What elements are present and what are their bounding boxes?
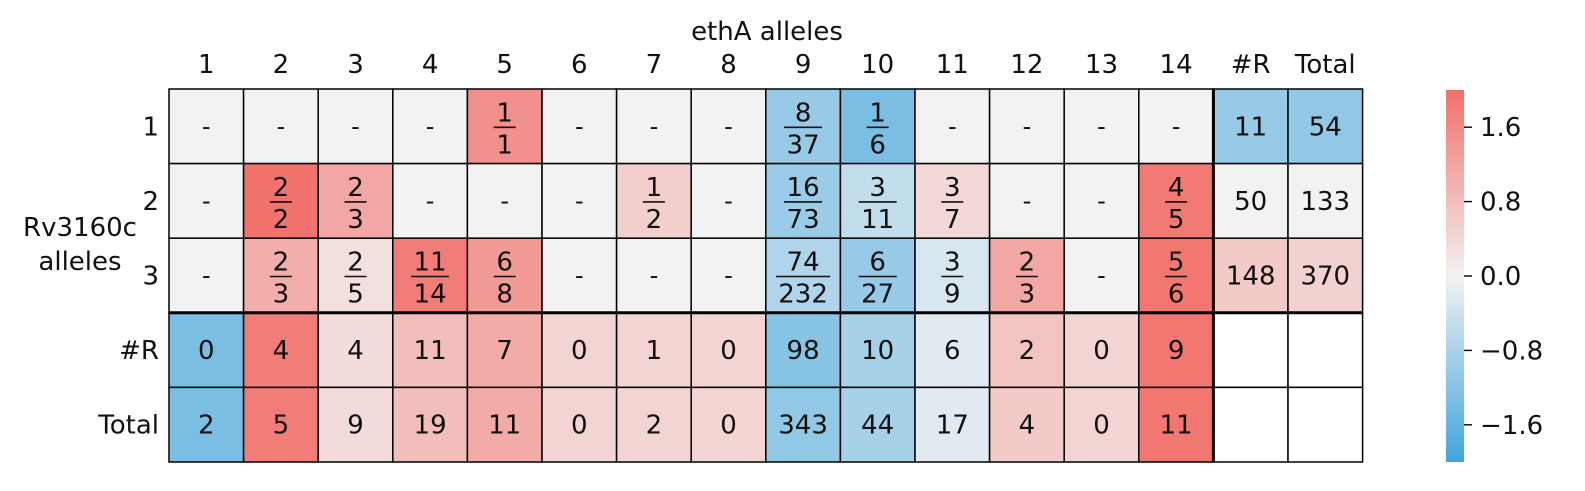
cell-value: 0 xyxy=(1093,336,1110,367)
heatmap-cells xyxy=(169,89,1363,462)
heatmap-cell xyxy=(691,313,766,388)
cell-value: 0 xyxy=(720,410,737,441)
heatmap-cell xyxy=(990,313,1065,388)
heatmap-cell xyxy=(840,387,915,462)
cell-value: 10 xyxy=(861,336,895,367)
heatmap-cell xyxy=(915,313,990,388)
heatmap-cell xyxy=(617,164,692,239)
fraction-denominator: 6 xyxy=(869,130,886,161)
cell-value: 0 xyxy=(571,336,588,367)
heatmap-cell xyxy=(990,387,1065,462)
colorbar-tick-label: 0.8 xyxy=(1480,187,1522,218)
fraction-numerator: 74 xyxy=(786,247,820,278)
fraction-denominator: 3 xyxy=(272,279,290,310)
fraction-denominator: 27 xyxy=(861,279,895,310)
fraction-numerator: 2 xyxy=(347,172,364,203)
cell-value: 2 xyxy=(1018,336,1036,367)
heatmap-cell xyxy=(840,313,915,388)
heatmap-cell xyxy=(990,238,1065,313)
heatmap-cell xyxy=(542,238,617,313)
empty-cell-dash: - xyxy=(724,186,733,215)
column-label: Total xyxy=(1294,50,1356,80)
cell-value: 9 xyxy=(347,410,364,441)
cell-value: 11 xyxy=(413,336,447,367)
fraction-numerator: 4 xyxy=(1167,172,1185,203)
cell-value: 7 xyxy=(496,336,513,367)
cell-value: 11 xyxy=(1234,112,1268,143)
column-label: 8 xyxy=(720,50,737,80)
fraction-numerator: 2 xyxy=(272,247,290,278)
empty-cell-dash: - xyxy=(1097,186,1106,215)
fraction-denominator: 2 xyxy=(272,204,290,235)
cell-value: 0 xyxy=(198,336,215,367)
fraction-denominator: 2 xyxy=(645,204,663,235)
heatmap-cell xyxy=(915,89,990,164)
empty-cell-dash: - xyxy=(1022,186,1032,215)
fraction-denominator: 73 xyxy=(786,204,820,235)
column-label: 13 xyxy=(1084,50,1119,80)
colorbar-tick-label: 0.0 xyxy=(1480,262,1522,292)
heatmap-cell xyxy=(318,89,393,164)
empty-cell-dash: - xyxy=(1022,112,1032,141)
heatmap-cell xyxy=(766,238,841,313)
heatmap-cell xyxy=(467,164,542,239)
cell-background xyxy=(1288,387,1363,462)
column-label: 7 xyxy=(645,50,663,80)
heatmap-cell xyxy=(542,164,617,239)
cell-value: 2 xyxy=(645,410,663,441)
empty-cell-dash: - xyxy=(947,112,957,141)
column-label: 11 xyxy=(935,50,969,80)
heatmap-cell xyxy=(1064,89,1139,164)
heatmap-cell xyxy=(393,313,468,388)
cell-value: 6 xyxy=(944,336,961,367)
heatmap-cell xyxy=(617,238,692,313)
heatmap-cell xyxy=(1064,313,1139,388)
empty-cell-dash: - xyxy=(574,186,584,215)
cell-value: 44 xyxy=(861,410,895,441)
heatmap-cell xyxy=(766,387,841,462)
fraction-denominator: 14 xyxy=(413,279,447,310)
empty-cell-dash: - xyxy=(201,186,211,215)
fraction-numerator: 2 xyxy=(1018,247,1036,278)
y-axis-title-line2: alleles xyxy=(38,247,122,277)
heatmap-cell xyxy=(542,313,617,388)
column-label: 12 xyxy=(1010,50,1044,80)
cell-value: 54 xyxy=(1308,112,1342,143)
heatmap-cell xyxy=(1288,164,1363,239)
empty-cell-dash: - xyxy=(724,261,733,290)
column-label: #R xyxy=(1230,50,1271,80)
fraction-numerator: 2 xyxy=(347,247,364,278)
heatmap-cell xyxy=(542,387,617,462)
fraction-denominator: 7 xyxy=(944,204,961,235)
heatmap-cell xyxy=(617,89,692,164)
cell-value: 0 xyxy=(720,336,737,367)
row-label: 3 xyxy=(142,261,159,292)
row-label: #R xyxy=(119,336,159,367)
row-label: 1 xyxy=(142,112,159,143)
heatmap-cell xyxy=(169,164,244,239)
heatmap-cell xyxy=(467,387,542,462)
empty-cell-dash: - xyxy=(351,112,360,141)
cell-value: 133 xyxy=(1300,186,1351,217)
column-label: 9 xyxy=(794,50,812,80)
cell-value: 0 xyxy=(571,410,588,441)
empty-cell-dash: - xyxy=(500,186,510,215)
heatmap-cell xyxy=(318,238,393,313)
heatmap-cell xyxy=(244,387,319,462)
cell-value: 11 xyxy=(1159,410,1193,441)
cell-value: 2 xyxy=(198,410,215,441)
heatmap-cell xyxy=(766,313,841,388)
fraction-numerator: 3 xyxy=(869,172,886,203)
heatmap-cell xyxy=(915,238,990,313)
empty-cell-dash: - xyxy=(1171,112,1181,141)
cell-value: 50 xyxy=(1234,186,1268,217)
empty-cell-dash: - xyxy=(649,261,659,290)
empty-cell-dash: - xyxy=(201,112,211,141)
column-label: 1 xyxy=(198,50,215,80)
heatmap-cell xyxy=(1139,238,1214,313)
heatmap-cell xyxy=(393,238,468,313)
colorbar-ticks xyxy=(1464,113,1543,441)
heatmap-cell xyxy=(617,387,692,462)
heatmap-cell xyxy=(766,89,841,164)
fraction-numerator: 11 xyxy=(413,247,447,278)
row-label: 2 xyxy=(142,186,159,217)
empty-cell-dash: - xyxy=(574,261,584,290)
empty-cell-dash: - xyxy=(724,112,733,141)
heatmap-cell xyxy=(1288,238,1363,313)
cell-value: 98 xyxy=(786,336,820,367)
heatmap-cell xyxy=(1213,313,1288,388)
fraction-numerator: 2 xyxy=(272,172,290,203)
fraction-denominator: 37 xyxy=(786,130,820,161)
heatmap-cell xyxy=(1213,238,1288,313)
cell-value: 4 xyxy=(1018,410,1036,441)
fraction-denominator: 5 xyxy=(1167,204,1185,235)
cell-value: 0 xyxy=(1093,410,1110,441)
fraction-denominator: 6 xyxy=(1167,279,1185,310)
heatmap-cell xyxy=(840,238,915,313)
heatmap-cell xyxy=(1139,164,1214,239)
column-label: 6 xyxy=(571,50,588,80)
heatmap-cell xyxy=(691,387,766,462)
heatmap-cell xyxy=(1213,89,1288,164)
fraction-numerator: 1 xyxy=(869,98,886,129)
fraction-numerator: 3 xyxy=(944,172,961,203)
column-label: 5 xyxy=(496,50,513,80)
heatmap-cell xyxy=(990,89,1065,164)
heatmap-cell xyxy=(169,387,244,462)
empty-cell-dash: - xyxy=(425,112,435,141)
column-label: 4 xyxy=(421,50,439,80)
y-axis-title-line1: Rv3160c xyxy=(23,213,137,243)
heatmap-cell xyxy=(691,89,766,164)
heatmap-cell xyxy=(244,313,319,388)
heatmap-cell xyxy=(244,238,319,313)
fraction-numerator: 1 xyxy=(496,98,513,129)
fraction-denominator: 3 xyxy=(347,204,364,235)
cell-value: 148 xyxy=(1225,261,1276,292)
heatmap-cell xyxy=(1213,387,1288,462)
cell-value: 5 xyxy=(272,410,290,441)
cell-value: 19 xyxy=(413,410,447,441)
heatmap-cell xyxy=(169,313,244,388)
heatmap-cell xyxy=(318,387,393,462)
heatmap-cell xyxy=(1288,387,1363,462)
heatmap-cell xyxy=(1064,164,1139,239)
fraction-numerator: 5 xyxy=(1167,247,1185,278)
heatmap-cell xyxy=(691,238,766,313)
fraction-numerator: 6 xyxy=(496,247,513,278)
heatmap-cell xyxy=(542,89,617,164)
column-label: 14 xyxy=(1159,50,1193,80)
fraction-denominator: 3 xyxy=(1018,279,1036,310)
heatmap-cell xyxy=(318,164,393,239)
heatmap-cell xyxy=(1139,89,1214,164)
fraction-denominator: 11 xyxy=(861,204,895,235)
cell-background xyxy=(1213,387,1288,462)
heatmap-cell xyxy=(840,164,915,239)
heatmap-cell xyxy=(244,164,319,239)
heatmap-cell xyxy=(766,164,841,239)
heatmap-cell xyxy=(467,238,542,313)
cell-value: 343 xyxy=(778,410,828,441)
cell-background xyxy=(1288,313,1363,388)
heatmap-cell xyxy=(467,313,542,388)
cell-value: 17 xyxy=(935,410,969,441)
empty-cell-dash: - xyxy=(1097,261,1106,290)
heatmap-cell xyxy=(467,89,542,164)
heatmap-cell xyxy=(990,164,1065,239)
fraction-numerator: 3 xyxy=(944,247,961,278)
empty-cell-dash: - xyxy=(574,112,584,141)
empty-cell-dash: - xyxy=(1097,112,1106,141)
cell-value: 9 xyxy=(1167,336,1185,367)
fraction-numerator: 8 xyxy=(794,98,812,129)
heatmap-cell xyxy=(915,164,990,239)
empty-cell-dash: - xyxy=(276,112,286,141)
fraction-denominator: 232 xyxy=(778,279,828,310)
column-labels xyxy=(198,50,1356,80)
column-label: 10 xyxy=(861,50,895,80)
fraction-denominator: 8 xyxy=(496,279,513,310)
fraction-numerator: 16 xyxy=(786,172,820,203)
heatmap-cell xyxy=(393,164,468,239)
column-label: 2 xyxy=(272,50,290,80)
heatmap-cell xyxy=(169,89,244,164)
heatmap-cell xyxy=(244,89,319,164)
heatmap-cell xyxy=(393,89,468,164)
heatmap-cell xyxy=(617,313,692,388)
cell-value: 1 xyxy=(645,336,663,367)
heatmap-cell xyxy=(1213,164,1288,239)
heatmap-cell xyxy=(1288,89,1363,164)
fraction-numerator: 6 xyxy=(869,247,886,278)
empty-cell-dash: - xyxy=(649,112,659,141)
colorbar xyxy=(1446,90,1464,462)
heatmap-cell xyxy=(1139,387,1214,462)
x-axis-title: ethA alleles xyxy=(691,17,843,47)
heatmap-cell xyxy=(169,238,244,313)
colorbar-tick-label: 1.6 xyxy=(1480,113,1522,144)
column-label: 3 xyxy=(347,50,364,80)
cell-value: 4 xyxy=(347,336,364,367)
fraction-denominator: 9 xyxy=(944,279,961,310)
cell-value: 4 xyxy=(272,336,290,367)
heatmap-cell xyxy=(393,387,468,462)
heatmap-cell xyxy=(915,387,990,462)
row-label: Total xyxy=(98,410,159,441)
cell-value: 370 xyxy=(1300,261,1351,292)
empty-cell-dash: - xyxy=(201,261,211,290)
colorbar-tick-label: −1.6 xyxy=(1480,410,1544,441)
cell-background xyxy=(1213,313,1288,388)
cell-value: 11 xyxy=(488,410,522,441)
heatmap-cell xyxy=(840,89,915,164)
fraction-denominator: 1 xyxy=(496,130,513,161)
fraction-numerator: 1 xyxy=(645,172,663,203)
heatmap-cell xyxy=(1288,313,1363,388)
empty-cell-dash: - xyxy=(425,186,435,215)
heatmap-cell xyxy=(1064,238,1139,313)
heatmap-cell xyxy=(318,313,393,388)
heatmap-cell xyxy=(691,164,766,239)
heatmap-cell xyxy=(1139,313,1214,388)
heatmap-cell xyxy=(1064,387,1139,462)
fraction-denominator: 5 xyxy=(347,279,364,310)
colorbar-tick-label: −0.8 xyxy=(1480,336,1544,367)
